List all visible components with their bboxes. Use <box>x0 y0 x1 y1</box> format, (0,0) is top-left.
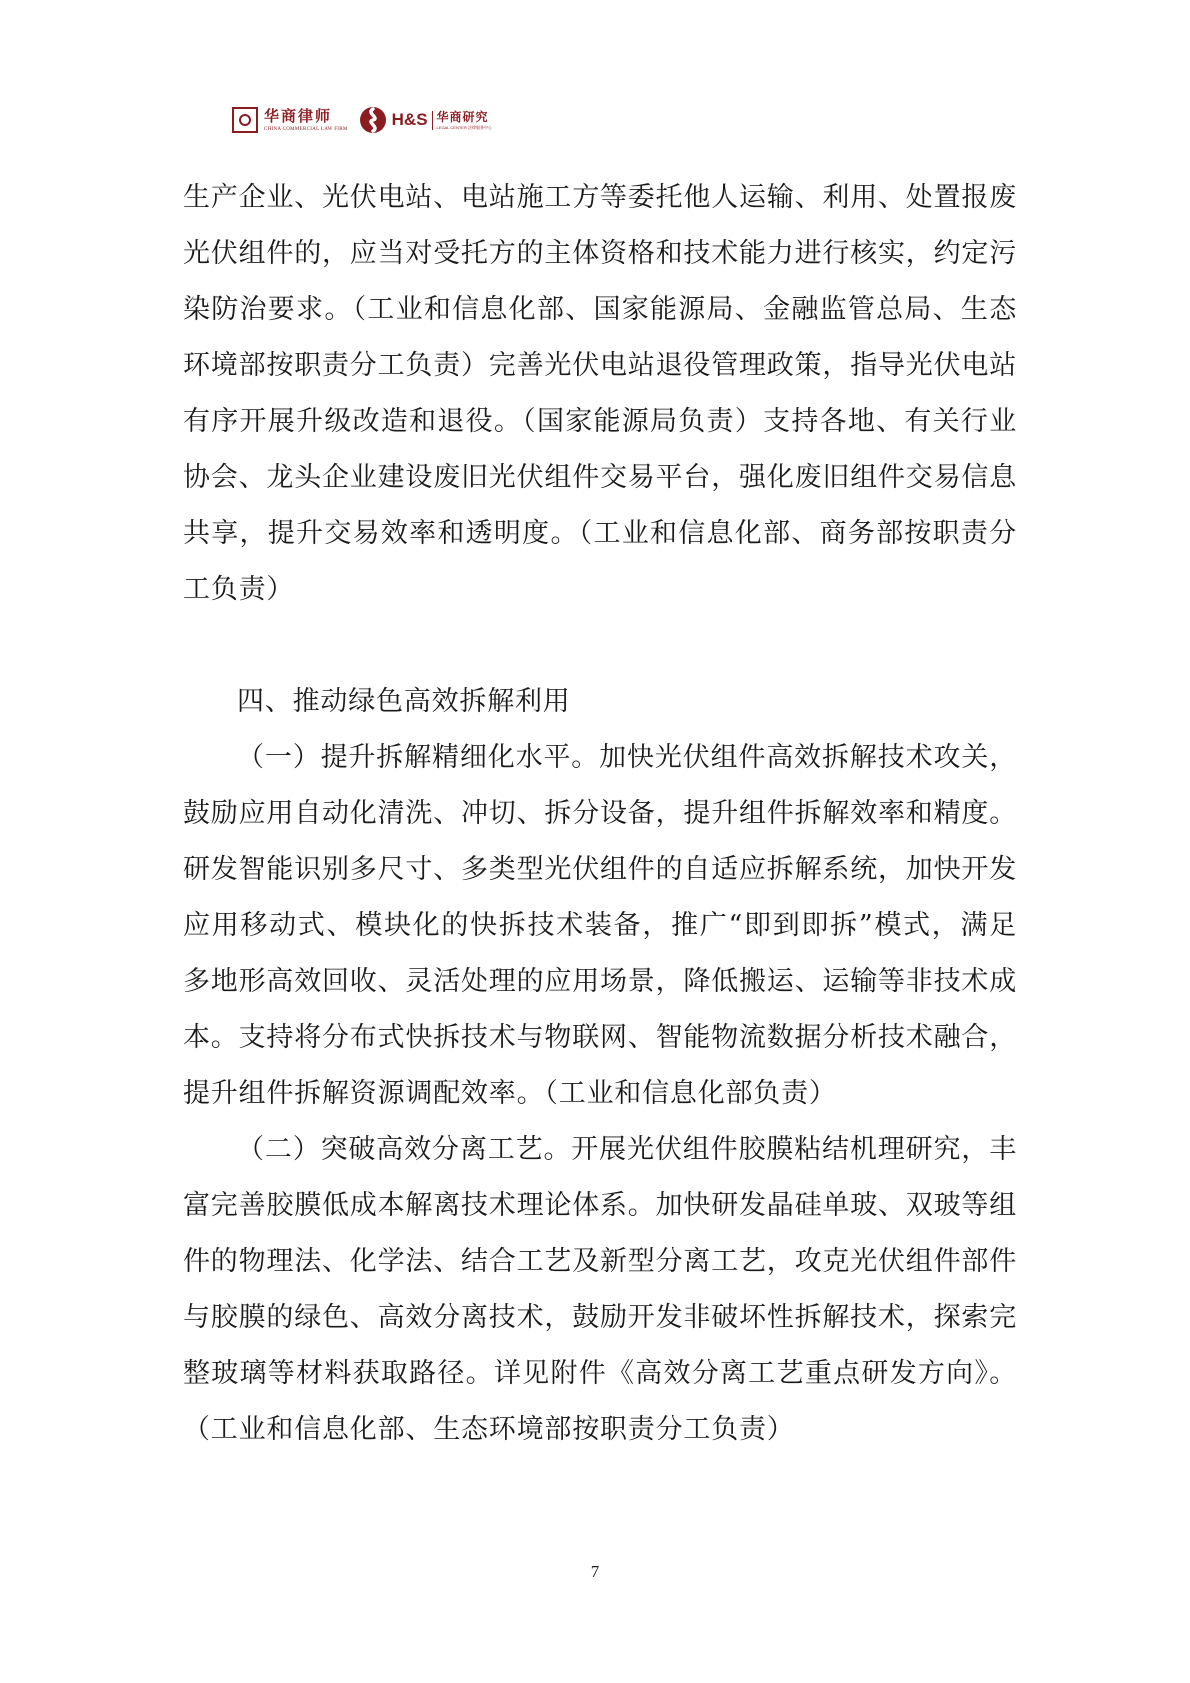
section-heading: 四、推动绿色高效拆解利用 <box>237 686 571 717</box>
paragraph-2: （二）突破高效分离工艺。开展光伏组件胶膜粘结机理研究，丰富完善胶膜低成本解离技术理论体系。加快研发晶硅单玻、双玻等组件的物理法、化学法、结合工艺及新型分离工艺，攻克光伏组件部件与胶膜的绿色、高效分离技术，鼓励开发非破坏性拆解技术，探索完整玻璃等材料获取路径。详见附件《高效分离工艺重点研发方向》。（工业和信息化部、生态环境部按职责分工负责） <box>183 1134 1017 1445</box>
document-body <box>183 170 1017 1458</box>
page-header <box>232 100 492 140</box>
law-firm-logo <box>232 107 348 133</box>
page-number: 7 <box>590 1562 600 1581</box>
logo-right-cn: 华商研究 <box>436 109 489 124</box>
seal-icon <box>232 107 258 133</box>
paragraph-continued: 生产企业、光伏电站、电站施工方等委托他人运输、利用、处置报废光伏组件的，应当对受托方的主体资格和技术能力进行核实，约定污染防治要求。（工业和信息化部、国家能源局、金融监管总局、生态环境部按职责分工负责）完善光伏电站退役管理政策，指导光伏电站有序开展升级改造和退役。（国家能源局负责）支持各地、有关行业协会、龙头企业建设废旧光伏组件交易平台，强化废旧组件交易信息共享，提升交易效率和透明度。（工业和信息化部、商务部按职责分工负责） <box>183 182 1017 605</box>
logo-left-cn: 华商律师 <box>264 106 333 125</box>
swirl-logo-icon <box>358 105 388 135</box>
logo-left-en: CHINA COMMERCIAL LAW FIRM <box>264 126 348 132</box>
legal-center-logo <box>358 105 492 135</box>
paragraph-1: （一）提升拆解精细化水平。加快光伏组件高效拆解技术攻关，鼓励应用自动化清洗、冲切、拆分设备，提升组件拆解效率和精度。研发智能识别多尺寸、多类型光伏组件的自适应拆解系统，加快开发应用移动式、模块化的快拆技术装备，推广“即到即拆”模式，满足多地形高效回收、灵活处理的应用场景，降低搬运、运输等非技术成本。支持将分布式快拆技术与物联网、智能物流数据分析技术融合，提升组件拆解资源调配效率。（工业和信息化部负责） <box>183 742 1017 1109</box>
logo-right-en: LEGAL CENTER 法律服务中心 <box>436 124 492 130</box>
logo-right-brand: H&S <box>391 110 428 129</box>
